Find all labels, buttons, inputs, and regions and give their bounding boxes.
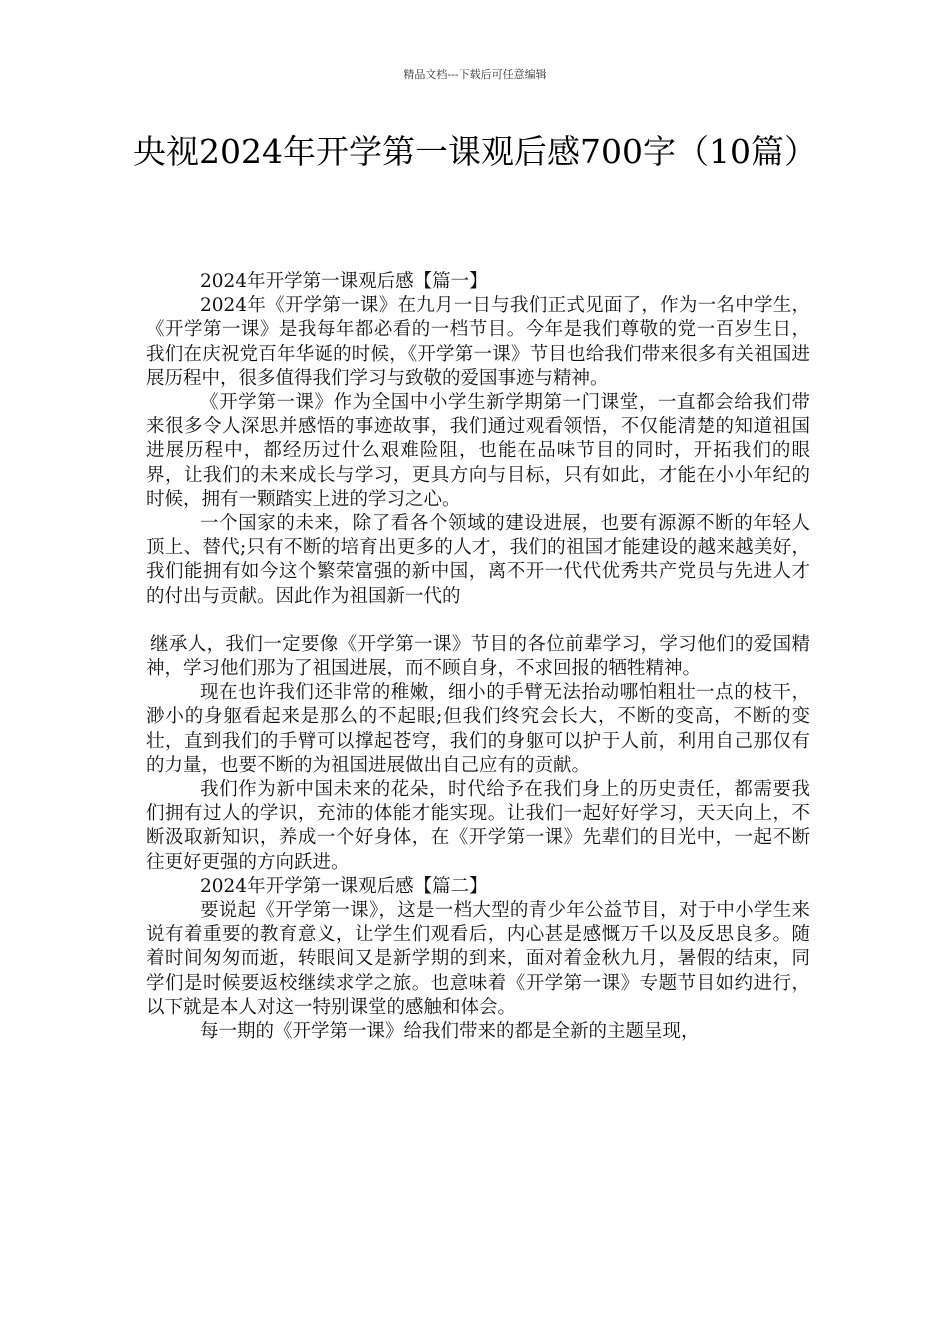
paragraph: 2024年《开学第一课》在九月一日与我们正式见面了，作为一名中学生，《开学第一课》是我每年都必看的一档节目。今年是我们尊敬的党一百岁生日，我们在庆祝党百年华诞的时候，《开学第一课》节目也给我们带来很多有关祖国进展历程中，很多值得我们学习与致敬的爱国事迹与精神。 xyxy=(146,295,810,389)
paragraph: 一个国家的未来，除了看各个领域的建设进展，也要有源源不断的年轻人顶上、替代;只有不断的培育出更多的人才，我们的祖国才能建设的越来越美好，我们能拥有如今这个繁荣富强的新中国，离不开一代代优秀共产党员与先进人才的付出与贡献。因此作为祖国新一代的 xyxy=(146,513,810,607)
section-heading: 2024年开学第一课观后感【篇一】 xyxy=(200,271,488,292)
paragraph: 现在也许我们还非常的稚嫩，细小的手臂无法抬动哪怕粗壮一点的枝干，渺小的身躯看起来是那么的不起眼;但我们终究会长大，不断的变高，不断的变壮，直到我们的手臂可以撑起苍穹，我们的身躯可以护于人前，利用自己那仅有的力量，也要不断的为祖国进展做出自己应有的贡献。 xyxy=(146,682,810,776)
paragraph: 我们作为新中国未来的花朵，时代给予在我们身上的历史责任，都需要我们拥有过人的学识，充沛的体能才能实现。让我们一起好好学习，天天向上，不断汲取新知识，养成一个好身体，在《开学第一课》先辈们的目光中，一起不断往更好更强的方向跃进。 xyxy=(146,779,810,873)
page-header: 精品文档---下载后可任意编辑 xyxy=(403,68,547,81)
document-title: 央视2024年开学第一课观后感700字（10篇） xyxy=(133,132,817,171)
section-heading: 2024年开学第一课观后感【篇二】 xyxy=(200,875,488,897)
paragraph: 继承人，我们一定要像《开学第一课》节目的各位前辈学习，学习他们的爱国精神，学习他们那为了祖国进展，而不顾自身，不求回报的牺牲精神。 xyxy=(146,633,810,680)
article-body xyxy=(146,270,810,1044)
paragraph: 要说起《开学第一课》，这是一档大型的青少年公益节目，对于中小学生来说有着重要的教育意义，让学生们观看后，内心甚是感慨万千以及反思良多。随着时间匆匆而逝，转眼间又是新学期的到来，面对着金秋九月，暑假的结束，同学们是时候要返校继续求学之旅。也意味着《开学第一课》专题节目如约进行，以下就是本人对这一特别课堂的感触和体会。 xyxy=(146,900,810,1018)
paragraph: 《开学第一课》作为全国中小学生新学期第一门课堂，一直都会给我们带来很多令人深思并感悟的事迹故事，我们通过观看领悟，不仅能清楚的知道祖国进展历程中，都经历过什么艰难险阻，也能在品味节目的同时，开拓我们的眼界，让我们的未来成长与学习，更具方向与目标，只有如此，才能在小小年纪的时候，拥有一颗踏实上进的学习之心。 xyxy=(146,392,810,510)
page-gap xyxy=(146,609,810,633)
paragraph: 每一期的《开学第一课》给我们带来的都是全新的主题呈现， xyxy=(200,1021,700,1043)
